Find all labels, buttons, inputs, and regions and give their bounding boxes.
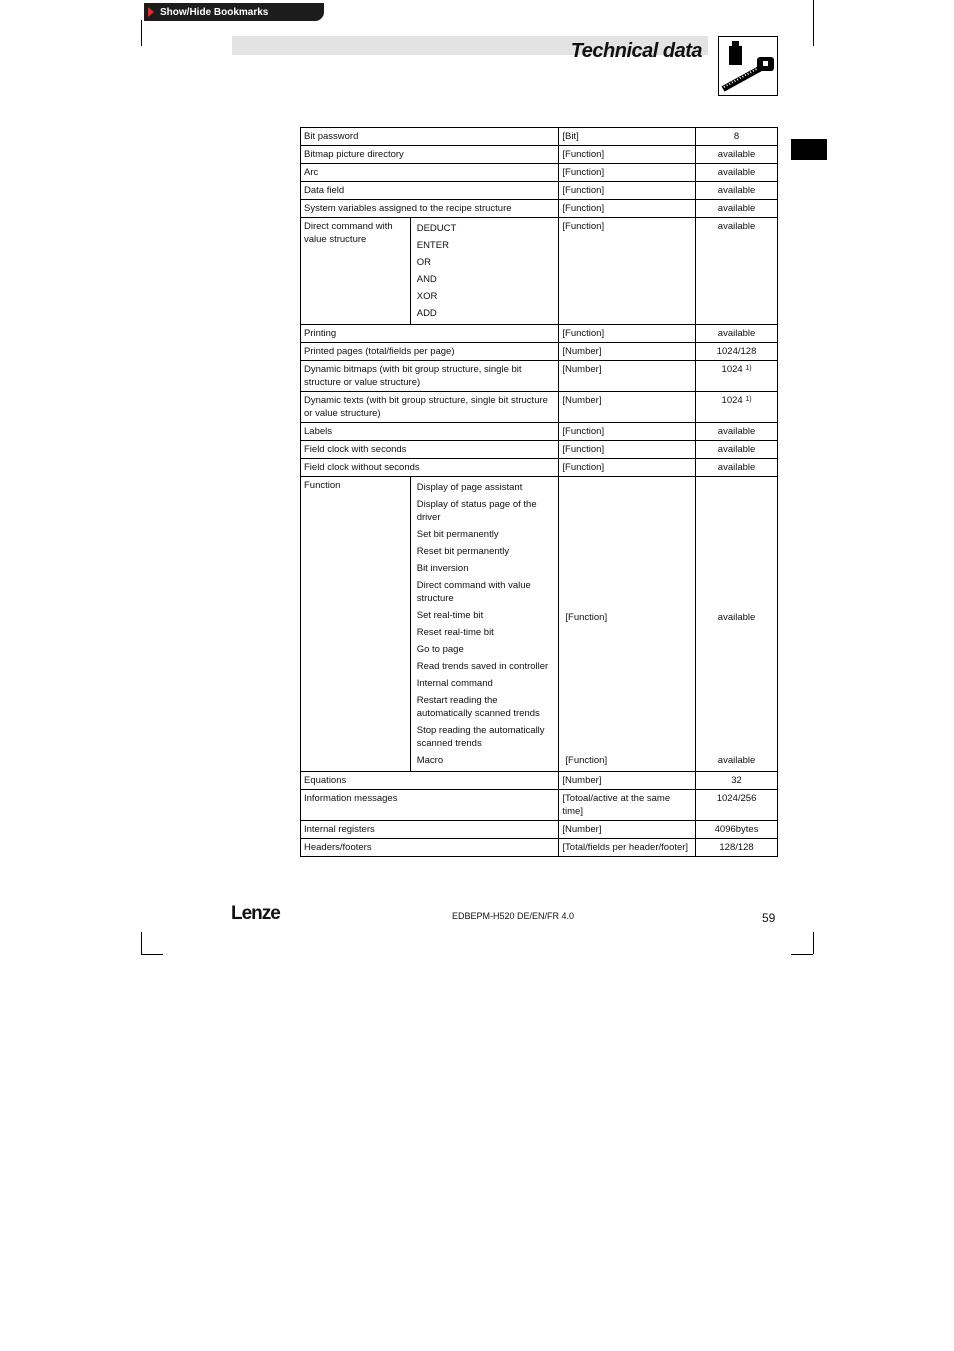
- brand-logo: Lenze: [231, 903, 280, 924]
- document-id: EDBEPM-H520 DE/EN/FR 4.0: [452, 911, 575, 921]
- table-row: [301, 164, 778, 182]
- subitem: Display of status page of the driver: [416, 499, 537, 523]
- row-value: 32: [696, 772, 778, 790]
- row-unit: [Function]: [559, 459, 696, 477]
- row-label: Information messages: [301, 790, 559, 821]
- row-label: Equations: [301, 772, 559, 790]
- table-row: [301, 200, 778, 218]
- technical-data-table: [300, 127, 778, 857]
- crop-mark: [791, 954, 813, 955]
- table-row: [301, 392, 778, 423]
- table-row: [301, 423, 778, 441]
- row-label: Bitmap picture directory: [301, 146, 559, 164]
- row-value: available: [696, 459, 778, 477]
- row-unit: [Number]: [559, 821, 696, 839]
- crop-mark: [813, 0, 814, 46]
- subitem: Set bit permanently: [416, 529, 499, 540]
- table-row: [301, 821, 778, 839]
- row-unit: [Bit]: [559, 128, 696, 146]
- subitem: OR: [416, 257, 431, 268]
- table-row: [301, 772, 778, 790]
- subitem: AND: [416, 274, 437, 285]
- row-unit: [Function]: [565, 612, 608, 623]
- row-value-wrap: [718, 481, 756, 754]
- scale-weight-tape-icon: [718, 36, 778, 96]
- table-row: [301, 182, 778, 200]
- row-value: 1024/128: [696, 343, 778, 361]
- table-row: [301, 146, 778, 164]
- row-label: System variables assigned to the recipe structure: [301, 200, 559, 218]
- subitem: ENTER: [416, 240, 449, 251]
- row-unit: [Number]: [559, 343, 696, 361]
- row-label: Printed pages (total/fields per page): [301, 343, 559, 361]
- row-unit: [Function]: [559, 182, 696, 200]
- subitem: Go to page: [416, 644, 464, 655]
- subitem: Set real-time bit: [416, 610, 484, 621]
- footnote-ref: 1): [745, 396, 752, 403]
- direct-command-subitems: [410, 218, 559, 325]
- footnote-ref: 1): [745, 365, 752, 372]
- subitem: Direct command with value structure: [416, 580, 531, 604]
- function-label: Function: [301, 477, 411, 772]
- row-unit: [Number]: [559, 772, 696, 790]
- subitem: DEDUCT: [416, 223, 457, 234]
- row-value: available: [696, 441, 778, 459]
- row-value: available: [696, 325, 778, 343]
- function-values: [696, 477, 778, 772]
- row-value: 128/128: [696, 839, 778, 857]
- direct-command-label: Direct command with value structure: [301, 218, 411, 325]
- table-row: [301, 325, 778, 343]
- row-label: Bit password: [301, 128, 559, 146]
- bookmark-arrow-icon: [148, 7, 154, 17]
- bookmarks-label: Show/Hide Bookmarks: [160, 6, 269, 18]
- row-label: Printing: [301, 325, 559, 343]
- subitem: Reset bit permanently: [416, 546, 510, 557]
- row-unit-wrap: [565, 481, 689, 754]
- chapter-tab: [791, 139, 827, 160]
- row-unit: [Function]: [559, 423, 696, 441]
- row-value: 8: [696, 128, 778, 146]
- table-row: [301, 343, 778, 361]
- table-row: [301, 128, 778, 146]
- crop-mark: [141, 20, 142, 46]
- row-label: Field clock with seconds: [301, 441, 559, 459]
- show-hide-bookmarks-button[interactable]: [144, 3, 324, 21]
- row-value: available: [696, 423, 778, 441]
- macro-value: available: [717, 755, 756, 766]
- row-unit: [Totoal/active at the same time]: [559, 790, 696, 821]
- page-number: 59: [762, 911, 776, 925]
- row-label: Data field: [301, 182, 559, 200]
- row-value: available: [696, 146, 778, 164]
- table-row-function: [301, 477, 778, 772]
- row-label: Arc: [301, 164, 559, 182]
- table-row: [301, 459, 778, 477]
- row-value: [696, 361, 778, 392]
- subitem: Read trends saved in controller: [416, 661, 549, 672]
- value-text: 1024: [721, 364, 743, 375]
- row-unit: [Total/fields per header/footer]: [559, 839, 696, 857]
- row-label: Internal registers: [301, 821, 559, 839]
- function-units: [559, 477, 696, 772]
- row-value: available: [696, 218, 778, 325]
- row-unit: [Number]: [559, 361, 696, 392]
- row-unit: [Function]: [559, 164, 696, 182]
- subitem: Stop reading the automatically scanned trends: [416, 725, 545, 749]
- subitem-macro: Macro: [416, 755, 444, 766]
- crop-mark: [813, 932, 814, 954]
- row-unit: [Function]: [559, 146, 696, 164]
- row-unit: [Number]: [559, 392, 696, 423]
- subitem: Bit inversion: [416, 563, 469, 574]
- row-value: available: [696, 182, 778, 200]
- subitem: Restart reading the automatically scanned trends: [416, 695, 540, 719]
- macro-unit: [Function]: [565, 755, 608, 766]
- subitem: ADD: [416, 308, 437, 319]
- subitem: Display of page assistant: [416, 482, 523, 493]
- row-unit: [Function]: [559, 200, 696, 218]
- row-value: available: [696, 164, 778, 182]
- row-label: Labels: [301, 423, 559, 441]
- row-label: Headers/footers: [301, 839, 559, 857]
- crop-mark: [141, 932, 142, 954]
- table-row-direct-command: [301, 218, 778, 325]
- subitem: Internal command: [416, 678, 493, 689]
- row-value: [696, 392, 778, 423]
- page-title: Technical data: [570, 40, 702, 62]
- row-unit: [Function]: [559, 441, 696, 459]
- row-label: Dynamic texts (with bit group structure, single bit structure or value structure): [301, 392, 559, 423]
- row-value: available: [717, 612, 756, 623]
- row-label: Field clock without seconds: [301, 459, 559, 477]
- table-row: [301, 361, 778, 392]
- subitem: XOR: [416, 291, 438, 302]
- table-row: [301, 790, 778, 821]
- row-label: Dynamic bitmaps (with bit group structure, single bit structure or value structure): [301, 361, 559, 392]
- row-value: 4096bytes: [696, 821, 778, 839]
- table-row: [301, 839, 778, 857]
- row-value: 1024/256: [696, 790, 778, 821]
- function-subitems: [410, 477, 559, 772]
- row-unit: [Function]: [559, 218, 696, 325]
- table-row: [301, 441, 778, 459]
- subitem: Reset real-time bit: [416, 627, 494, 638]
- row-value: available: [696, 200, 778, 218]
- row-unit: [Function]: [559, 325, 696, 343]
- value-text: 1024: [721, 395, 743, 406]
- crop-mark: [141, 954, 163, 955]
